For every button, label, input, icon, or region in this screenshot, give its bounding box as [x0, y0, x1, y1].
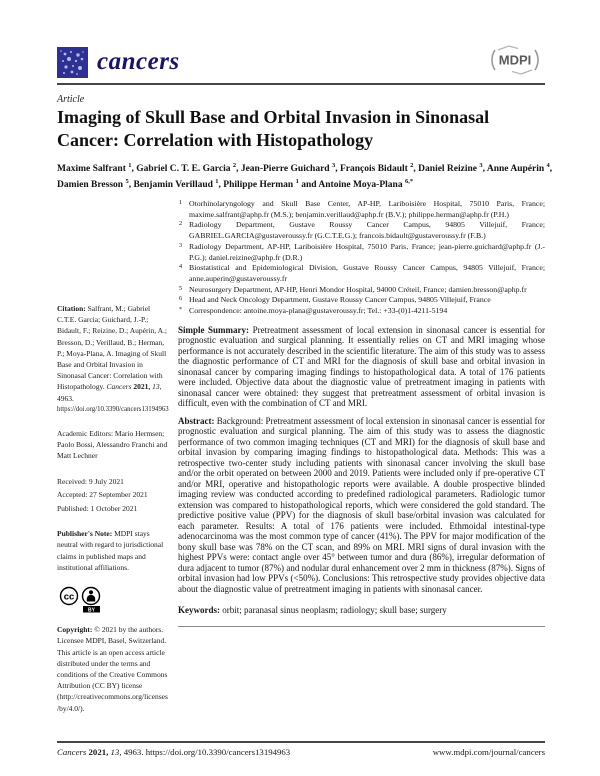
affiliation-text: Radiology Department, AP-HP, Lariboisière Hospital, 75010 Paris, France; jean-pierre.guichard@aphp.fr (J.-P.G.); daniel.reizine@aphp.fr (D.R.) — [189, 241, 545, 262]
author-separator: , — [218, 179, 224, 190]
left-margin-column — [57, 303, 168, 727]
accepted-date: Accepted: 27 September 2021 — [57, 490, 148, 500]
author — [487, 164, 552, 174]
affiliation-list — [178, 199, 545, 317]
publishers-note-label: Publisher's Note: — [57, 529, 115, 539]
article-history — [57, 475, 168, 516]
author-list — [57, 160, 554, 191]
cancers-logo-icon — [57, 47, 88, 78]
author — [318, 177, 414, 190]
author-affiliation-sup: 2 — [410, 162, 414, 169]
author-affiliation-sup: 1 — [128, 162, 132, 169]
affiliation-number: 3 — [179, 241, 183, 249]
author-affiliation-sup: 3 — [479, 162, 483, 169]
author-separator: , — [413, 164, 419, 175]
keywords — [178, 605, 545, 616]
author — [418, 164, 487, 174]
affiliation-item — [178, 263, 545, 284]
citation-label: Citation: — [57, 304, 88, 313]
cc-by-license-badge[interactable] — [57, 586, 168, 616]
author-separator: , — [335, 164, 340, 175]
article-type-label: Article — [57, 94, 85, 105]
affiliation-item — [178, 285, 545, 296]
footer-volume: 13, — [110, 747, 124, 757]
affiliation-text: Radiology Department, Gustave Roussy Cancer Campus, 94805 Villejuif, France; GABRIEL.GARCIA@gustaveroussy.fr (G.C.T.E.G.); francois.bidault@gustaveroussy.fr (F.B.) — [189, 220, 545, 241]
author — [133, 177, 224, 190]
mdpi-logo-icon — [485, 45, 545, 75]
article-title: Imaging of Skull Base and Orbital Invasion in Sinonasal Cancer: Correlation with Histopathology — [57, 107, 490, 150]
publishers-note-text: MDPI stays neutral with regard to jurisdictional claims in published maps and institutional affiliations. — [57, 529, 164, 572]
affiliation-item — [178, 199, 545, 220]
journal-header — [57, 44, 545, 80]
author — [223, 177, 319, 190]
author-affiliation-sup: 6,* — [404, 177, 414, 185]
author — [57, 177, 134, 190]
author-name: Philippe Herman — [223, 179, 296, 190]
author-name: Jean-Pierre Guichard — [240, 164, 332, 175]
author — [340, 164, 418, 174]
abstract-label: Abstract: — [178, 415, 217, 426]
author-separator: , — [236, 164, 241, 175]
received-date: Received: 9 July 2021 — [57, 476, 124, 486]
copyright-text: © 2021 by the authors. Licensee MDPI, Basel, Switzerland. This article is an open access article distributed under the terms and conditions of the Creative Commons Attribution (CC BY) license (http://creativecommons.org/licenses/by/4.0/). — [57, 625, 168, 713]
simple-summary-label: Simple Summary: — [178, 324, 253, 335]
citation-body: Salfrant, M.; Gabriel C.T.E. Garcia; Guichard, J.-P.; Bidault, F.; Reizine, D.; Aupérin, A.; Bresson, D.; Verillaud, B.; Herman, P.; Moya-Plana, A. Imaging of Skull Base and Orbital Invasion in Sinonasal Cancer: Correlation with Histopathology. — [57, 304, 168, 392]
affiliation-number: * — [179, 306, 183, 314]
author-affiliation-sup: 3 — [331, 162, 336, 169]
journal-logo[interactable] — [57, 47, 180, 78]
footer-divider — [57, 741, 545, 743]
affiliation-number: 4 — [179, 263, 183, 271]
publishers-note — [57, 528, 168, 573]
mdpi-logo[interactable] — [485, 45, 545, 80]
author-affiliation-sup: 2 — [232, 162, 237, 169]
footer-journal: Cancers — [57, 747, 89, 757]
affiliation-text: Correspondence: antoine.moya-plana@gustaveroussy.fr; Tel.: +33-(0)1-4211-5194 — [189, 306, 448, 316]
author-name: Daniel Reizine — [418, 164, 480, 175]
abstract-text: Background: Pretreatment assessment of local extension in sinonasal cancer is essential for prognostic evaluation and surgical planning. The aim of this study was to assess the diagnostic performance of two common imaging techniques (CT and MRI) for the diagnosis of skull base and orbital invasion by comparing imaging findings to histopathological data. Methods: This was a retrospective two-center study including patients with sinonasal cancer involving the skull base and/or the orbit operated on between 2000 and 2019. Patients were included only if pre-operative CT and/or MRI, operative and histopathologic reports were available. A double prospective blinded imaging review was conducted according to predefined radiological parameters. Radiologic tumor extension was compared to histopathological reports, which were considered the gold standard. The predictive positive value (PPV) for the diagnosis of skull base/orbital invasion was calculated for each parameter. Results: A total of 176 patients were included. Ethmoidal intestinal-type adenocarcinoma was the most common type of cancer (41%). The PPV for major modification of the bony skull base was 78% on the CT scan, and 89% on MRI. MRI signs of dural invasion with the highest PPVs were: contact angle over 45° between tumor and dura (86%), irregular deformation of dura adjacent to tumor (87%) and nodular dural enhancement over 2 mm in thickness (87%). Signs of orbital invasion had low PPVs (<50%). Conclusions: This retrospective study provides objective data about the diagnostic value of pretreatment imaging in patients with sinonasal cancer. — [178, 415, 545, 594]
by-glyph: BY — [88, 607, 95, 613]
citation-doi-link[interactable]: https://doi.org/10.3390/cancers13194963 — [57, 405, 169, 413]
keywords-divider — [178, 626, 545, 627]
author-name: François Bidault — [339, 164, 411, 175]
citation-block — [57, 303, 168, 415]
footer-citation — [57, 747, 290, 757]
abstract — [178, 416, 545, 595]
page-footer — [57, 747, 545, 757]
author-separator: , — [549, 164, 553, 175]
affiliation-number: 1 — [179, 199, 183, 206]
affiliation-text: Head and Neck Oncology Department, Gustave Roussy Cancer Campus, 94805 Villejuif, France — [189, 295, 491, 305]
author-separator: and — [298, 179, 319, 190]
footer-journal-url[interactable]: www.mdpi.com/journal/cancers — [432, 747, 545, 757]
academic-editors: Academic Editors: Mario Hermsen; Paolo Bossi, Alessandro Franchi and Matt Lechner — [57, 429, 168, 461]
keywords-label: Keywords: — [178, 605, 223, 616]
mdpi-label: MDPI — [498, 52, 532, 67]
journal-name: cancers — [97, 48, 180, 75]
copyright-block — [57, 624, 168, 714]
author-name: Gabriel C. T. E. Garcia — [136, 164, 233, 175]
published-date: Published: 1 October 2021 — [57, 503, 138, 513]
cc-by-icon — [57, 586, 119, 613]
affiliation-item — [178, 306, 545, 317]
author-name: Maxime Salfrant — [57, 164, 129, 175]
author — [241, 164, 340, 174]
citation-volume: 13, — [152, 382, 162, 392]
author-name: Anne Aupérin — [486, 164, 547, 175]
affiliation-item — [178, 242, 545, 263]
copyright-label: Copyright: — [57, 625, 95, 635]
affiliation-number: 2 — [179, 220, 183, 228]
citation-page: 4963. — [57, 393, 74, 403]
footer-doi-link[interactable]: 4963. https://doi.org/10.3390/cancers13194963 — [123, 747, 291, 757]
author-separator: , — [131, 164, 137, 175]
citation-year: 2021, — [133, 382, 153, 392]
simple-summary-text: Pretreatment assessment of local extension in sinonasal cancer is essential for prognostic evaluation and surgical planning. It essentially relies on CT and MRI imaging whose performance is not accurately described in the scientific literature. The aim of this study was to assess the diagnostic performance of CT and MRI for the diagnosis of skull base and orbital invasion in sinonasal cancer by comparing imaging findings to histopathological data. A total of 176 patients were included. Objective data about the diagnostic value of pretreatment imaging in patients with sinonasal cancer were obtained: they suggest that pretreatment assessment of orbital invasion is difficult, even with the combination of CT and MRI. — [178, 324, 546, 409]
author — [136, 164, 241, 174]
author-name: Damien Bresson — [57, 179, 126, 190]
affiliation-text: Neurosurgery Department, AP-HP, Henri Mondor Hospital, 94000 Créteil, France; damien.bresson@aphp.fr — [189, 284, 527, 294]
affiliation-item — [178, 220, 545, 241]
author-affiliation-sup: 1 — [215, 177, 219, 185]
affiliation-text: Otorhinolaryngology and Skull Base Center, AP-HP, Lariboisière Hospital, 75010 Paris, France; maxime.salfrant@aphp.fr (M.S.); benjamin.verillaud@aphp.fr (B.V.); philippe.herman@aphp.fr (P.H.) — [189, 199, 545, 219]
author-separator: , — [128, 179, 134, 190]
author-separator: , — [482, 164, 487, 175]
header-divider — [57, 83, 545, 85]
cc-glyph: cc — [63, 591, 75, 603]
author-affiliation-sup: 5 — [125, 177, 129, 185]
footer-year: 2021, — [88, 747, 111, 757]
citation-journal: Cancers — [106, 382, 134, 392]
author-name: Antoine Moya-Plana — [318, 179, 405, 190]
affiliation-text: Biostatistical and Epidemiological Division, Gustave Roussy Cancer Campus, 94805 Villejuif, France; anne.auperin@gustaveroussy.fr — [189, 263, 545, 283]
author-affiliation-sup: 1 — [295, 177, 299, 185]
affiliation-item — [178, 295, 545, 306]
affiliation-number: 5 — [179, 284, 183, 292]
keywords-text: orbit; paranasal sinus neoplasm; radiology; skull base; surgery — [222, 605, 447, 616]
affiliation-number: 6 — [179, 295, 183, 303]
author — [57, 164, 136, 174]
author-name: Benjamin Verillaud — [133, 179, 216, 190]
author-affiliation-sup: 4 — [546, 162, 550, 169]
main-column — [178, 199, 545, 627]
simple-summary — [178, 325, 545, 409]
